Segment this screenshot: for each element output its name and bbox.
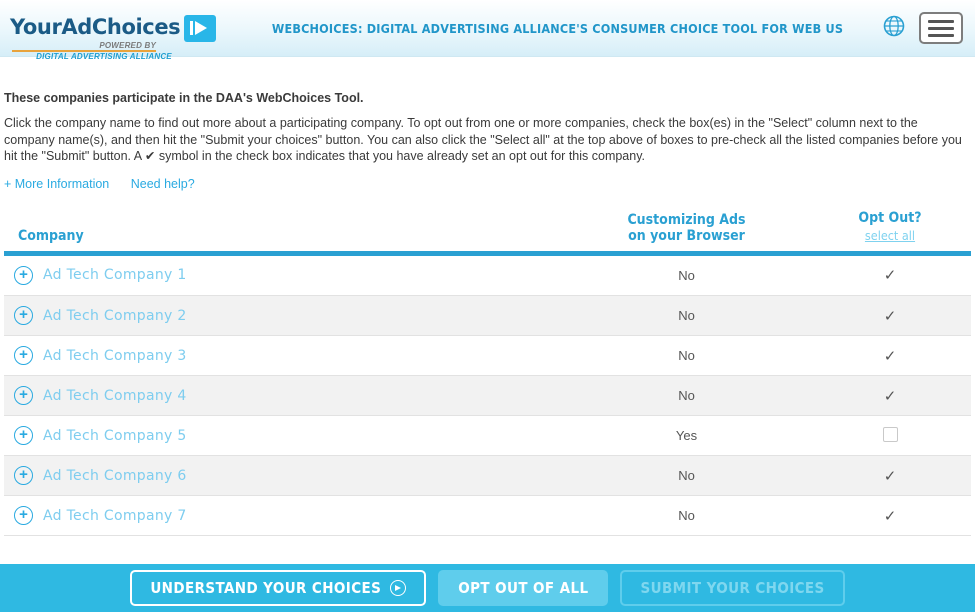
page-title: WEBCHOICES: DIGITAL ADVERTISING ALLIANCE'S CONSUMER CHOICE TOOL FOR WEB US — [271, 20, 844, 36]
header-actions — [883, 12, 963, 44]
plus-circle-icon[interactable]: + — [14, 306, 33, 325]
plus-circle-icon[interactable]: + — [14, 506, 33, 525]
logo-text: YourAdChoices — [10, 15, 181, 39]
plus-circle-icon[interactable]: + — [14, 466, 33, 485]
table-row — [4, 456, 971, 496]
select-all-link[interactable]: select all — [864, 227, 916, 243]
customizing-cell: No — [564, 376, 809, 416]
table-row — [4, 496, 971, 536]
company-cell — [4, 496, 564, 536]
table-row — [4, 296, 971, 336]
logo-subtitle: POWERED BY — [99, 41, 156, 50]
optout-cell[interactable] — [809, 256, 971, 296]
optout-label: Opt Out? — [858, 209, 922, 226]
optout-cell[interactable] — [809, 376, 971, 416]
optout-cell[interactable] — [809, 496, 971, 536]
customizing-line-2: on your Browser — [628, 227, 745, 244]
table-body — [4, 256, 971, 536]
optout-check-icon[interactable]: ✓ — [883, 387, 897, 405]
company-cell — [4, 456, 564, 496]
optout-cell[interactable] — [809, 296, 971, 336]
play-arrow-icon — [184, 15, 216, 42]
company-name-link[interactable]: Ad Tech Company 1 — [43, 267, 187, 284]
arrow-circle-icon — [390, 580, 406, 596]
customizing-cell: No — [564, 496, 809, 536]
optout-checkbox[interactable] — [883, 427, 898, 442]
optout-check-icon[interactable]: ✓ — [883, 347, 897, 365]
help-links — [4, 177, 971, 191]
optout-cell[interactable] — [809, 336, 971, 376]
need-help-link[interactable]: Need help? — [130, 176, 195, 191]
plus-circle-icon[interactable]: + — [14, 346, 33, 365]
customizing-cell: No — [564, 296, 809, 336]
table-header — [4, 209, 971, 256]
customizing-line-1: Customizing Ads — [627, 211, 746, 228]
optout-check-icon[interactable]: ✓ — [883, 467, 897, 485]
optout-check-icon[interactable]: ✓ — [883, 507, 897, 525]
main-content — [0, 91, 975, 536]
company-name-link[interactable]: Ad Tech Company 6 — [43, 467, 187, 484]
company-cell — [4, 296, 564, 336]
more-information-link[interactable]: + More Information — [4, 176, 110, 191]
company-name-link[interactable]: Ad Tech Company 5 — [43, 427, 187, 444]
footer-action-bar — [0, 564, 975, 612]
company-cell — [4, 256, 564, 296]
optout-check-icon[interactable]: ✓ — [883, 307, 897, 325]
plus-circle-icon[interactable]: + — [14, 426, 33, 445]
plus-circle-icon[interactable]: + — [14, 386, 33, 405]
globe-icon[interactable] — [883, 15, 905, 42]
hamburger-menu-icon[interactable] — [919, 12, 963, 44]
opt-out-of-all-button[interactable]: OPT OUT OF ALL — [438, 570, 608, 606]
table-row — [4, 376, 971, 416]
company-name-link[interactable]: Ad Tech Company 4 — [43, 387, 187, 404]
company-name-link[interactable]: Ad Tech Company 3 — [43, 347, 187, 364]
understand-your-choices-button[interactable] — [130, 570, 426, 606]
customizing-cell: No — [564, 336, 809, 376]
submit-your-choices-button[interactable]: SUBMIT YOUR CHOICES — [620, 570, 844, 606]
table-row — [4, 416, 971, 456]
optout-cell[interactable] — [809, 416, 971, 456]
customizing-cell: No — [564, 456, 809, 496]
column-header-company: Company — [18, 227, 84, 244]
header-spacer — [0, 57, 975, 91]
column-header-optout — [809, 209, 971, 251]
optout-check-icon[interactable]: ✓ — [883, 267, 897, 285]
site-header — [0, 0, 975, 61]
intro-heading: These companies participate in the DAA's WebChoices Tool. — [4, 91, 364, 105]
logo-subtitle-2: DIGITAL ADVERTISING ALLIANCE — [36, 52, 172, 61]
column-header-customizing — [564, 209, 809, 251]
optout-cell[interactable] — [809, 456, 971, 496]
plus-circle-icon[interactable]: + — [14, 266, 33, 285]
companies-table — [4, 209, 971, 537]
company-cell — [4, 416, 564, 456]
understand-label: UNDERSTAND YOUR CHOICES — [150, 579, 382, 597]
customizing-cell: Yes — [564, 416, 809, 456]
logo[interactable] — [0, 14, 230, 61]
company-cell — [4, 336, 564, 376]
company-name-link[interactable]: Ad Tech Company 2 — [43, 307, 187, 324]
company-cell — [4, 376, 564, 416]
table-row — [4, 256, 971, 296]
intro-paragraph: Click the company name to find out more about a participating company. To opt out from one or more companies, check the box(es) in the "Select" column next to the company name(s), and then hit the "Submit your choices" button. You can also click the "Select all" at the top above of boxes to pre-check all the listed companies before you hit the "Submit" button. A ✔ symbol in the check box indicates that you have already set an opt out for this company. — [4, 116, 962, 163]
table-row — [4, 336, 971, 376]
company-name-link[interactable]: Ad Tech Company 7 — [43, 507, 187, 524]
customizing-cell: No — [564, 256, 809, 296]
